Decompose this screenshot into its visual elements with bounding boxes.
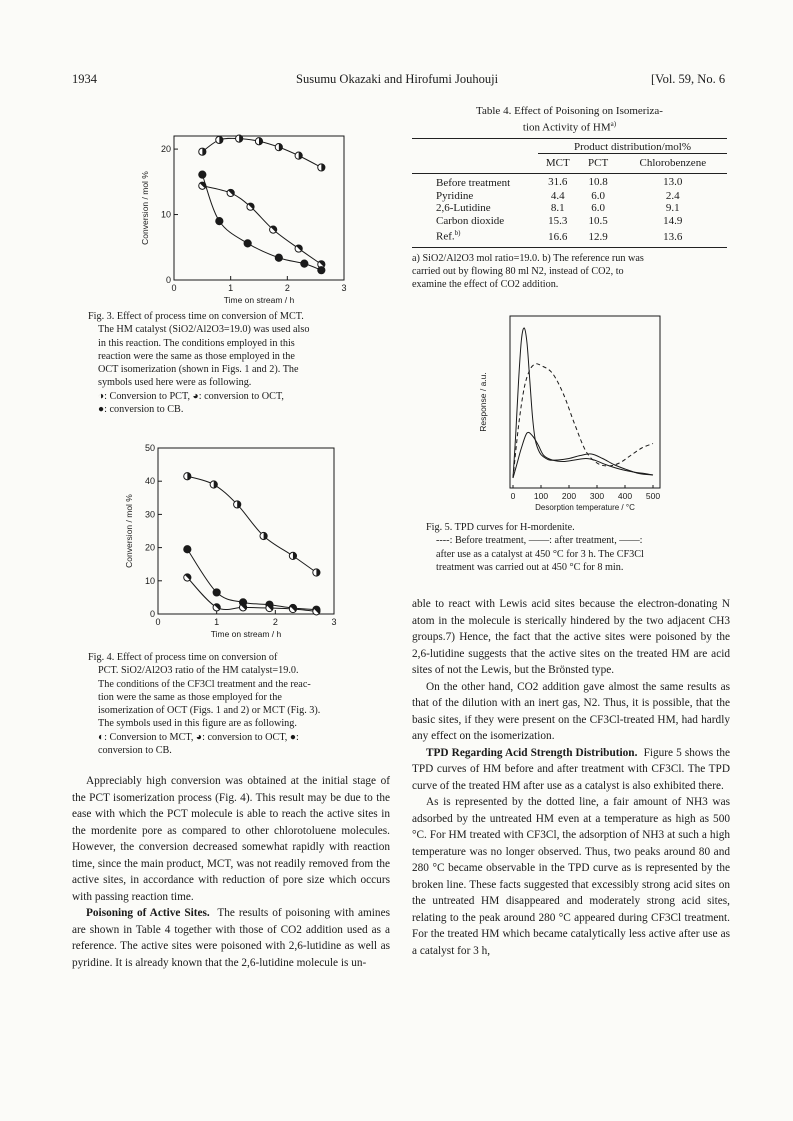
section-heading: Poisoning of Active Sites.	[86, 907, 210, 919]
table-col-header: PCT	[578, 154, 619, 174]
paragraph: On the other hand, CO2 addition gave almost the same results as that of the dilution with an inert gas, N2. Thus, it is possible, that the basic sites, if they were present on the CF3Cl-treated HM, had hardly any effect on the isomerization.	[412, 680, 730, 742]
caption-lead: Fig. 3. Effect of process time on conversion of MCT.	[88, 311, 304, 322]
data-point	[255, 138, 262, 145]
table-row: 2,6-Lutidine 8.1 6.0 9.1	[436, 202, 680, 215]
caption-line: after use as a catalyst at 450 °C for 3 h. The CF3Cl	[436, 548, 644, 560]
y-axis-label: Response / a.u.	[478, 372, 488, 432]
paragraph	[72, 905, 390, 971]
data-point	[199, 148, 206, 155]
figure-3-caption	[88, 310, 378, 416]
tpd-curve	[513, 328, 653, 478]
tpd-curve	[513, 364, 653, 478]
x-tick-label: 0	[155, 617, 161, 627]
data-point	[213, 604, 220, 611]
table-col-header: Chlorobenzene	[619, 154, 727, 174]
y-tick-label: 20	[144, 542, 155, 553]
caption-line: The conditions of the CF3Cl treatment and the reac-	[98, 678, 311, 690]
table-row: Carbon dioxide 15.3 10.5 14.9	[436, 214, 683, 227]
y-tick-label: 10	[160, 209, 171, 220]
table-col-header: MCT	[538, 154, 578, 174]
table-4	[412, 105, 727, 291]
plot-frame	[174, 136, 344, 280]
y-tick-label: 0	[149, 609, 155, 619]
table-row: Before treatment 31.6 10.8 13.0	[436, 175, 683, 190]
figure-5-chart	[474, 310, 674, 518]
figure-4-chart	[122, 438, 344, 644]
x-axis-label: Desorption temperature / °C	[535, 503, 635, 512]
page-number: 1934	[72, 72, 97, 86]
x-tick-label: 3	[331, 617, 337, 627]
y-tick-label: 10	[144, 575, 155, 586]
data-point	[313, 608, 320, 615]
figure-5-caption	[426, 521, 726, 574]
caption-line: ◑: Conversion to PCT, ◕: conversion to OCT,	[98, 390, 284, 402]
caption-line: The HM catalyst (SiO2/Al2O3=19.0) was used also	[98, 324, 310, 336]
data-point	[295, 152, 302, 159]
data-point	[236, 135, 243, 142]
x-tick-label: 400	[617, 491, 633, 501]
caption-line: OCT isomerization (shown in Figs. 1 and 2). The	[98, 364, 299, 376]
x-axis-label: Time on stream / h	[210, 629, 282, 639]
table-footnote: a) SiO2/Al2O3 mol ratio=19.0. b) The reference run was carried out by flowing 80 ml N2, instead of CO2, to examine the effect of CO2 addition.	[412, 252, 644, 290]
running-head-authors: Susumu Okazaki and Hirofumi Jouhouji	[296, 72, 499, 86]
y-tick-label: 30	[144, 509, 155, 520]
running-head-volume: [Vol. 59, No. 6	[651, 72, 726, 86]
table-row: Ref.$^{b)}$ 16.6 12.9 13.6	[412, 227, 727, 247]
x-tick-label: 0	[171, 283, 177, 293]
data-point	[295, 245, 302, 252]
table-title: Table 4. Effect of Poisoning on Isomeriza-	[476, 105, 663, 117]
data-point	[199, 171, 206, 178]
data-point	[216, 136, 223, 143]
data-point	[213, 589, 220, 596]
x-axis-label: Time on stream / h	[223, 295, 295, 305]
caption-line: treatment was carried out at 450 °C for 8 min.	[436, 561, 624, 573]
figure-4-caption	[88, 651, 378, 757]
data-point	[275, 144, 282, 151]
y-tick-label: 40	[144, 476, 155, 487]
data-point	[301, 260, 308, 267]
data-point	[270, 226, 277, 233]
caption-line: The symbols used in this figure are as following.	[98, 718, 297, 730]
data-point	[184, 546, 191, 553]
paragraph	[412, 745, 730, 795]
data-point	[216, 217, 223, 224]
caption-line: ----: Before treatment, ——: after treatment, ——:	[436, 535, 643, 547]
data-point	[244, 240, 251, 247]
data-point	[318, 164, 325, 171]
caption-lead: Fig. 4. Effect of process time on conversion of	[88, 652, 278, 663]
y-axis-label: Conversion / mol %	[140, 171, 150, 245]
data-point	[289, 605, 296, 612]
data-point	[275, 254, 282, 261]
table-title-cont: tion Activity of HM$^{a)}$	[522, 119, 617, 134]
paragraph: Appreciably high conversion was obtained at the initial stage of the PCT isomerization process (Fig. 4). This result may be due to the ease with which the PCT molecule is able to reach the active sites in the mordenite pore as compared to other chlorotoluene molecules. However, the conversion decreased somewhat rapidly with reaction time, since the main product, MCT, was not readily removed from the active sites, in accordance with reduction of pore size which occurs with passing reaction time.	[72, 775, 390, 903]
data-point	[239, 604, 246, 611]
y-tick-label: 0	[165, 275, 171, 285]
caption-line: symbols used here were as following.	[98, 377, 252, 389]
data-point	[210, 481, 217, 488]
data-point	[260, 532, 267, 539]
x-tick-label: 2	[284, 283, 290, 293]
x-tick-label: 500	[645, 491, 661, 501]
data-point	[313, 569, 320, 576]
data-point	[318, 267, 325, 274]
caption-lead: Fig. 5. TPD curves for H-mordenite.	[426, 522, 575, 533]
section-heading: TPD Regarding Acid Strength Distribution.	[426, 746, 638, 759]
x-tick-label: 1	[214, 617, 220, 627]
x-tick-label: 1	[228, 283, 234, 293]
plot-frame	[158, 448, 334, 614]
x-tick-label: 100	[533, 491, 549, 501]
caption-line: reaction were the same as those employed in the	[98, 350, 295, 362]
x-tick-label: 300	[589, 491, 605, 501]
series-line	[187, 577, 316, 611]
figure-3-chart	[138, 128, 353, 310]
data-point	[227, 189, 234, 196]
y-tick-label: 50	[144, 443, 155, 453]
caption-line: in this reaction. The conditions employed in this	[98, 337, 295, 349]
table-row: Pyridine 4.4 6.0 2.4	[436, 189, 680, 202]
caption-line: PCT. SiO2/Al2O3 ratio of the HM catalyst=19.0.	[98, 665, 299, 677]
paragraph: As is represented by the dotted line, a fair amount of NH3 was adsorbed by the untreated HM even at a temperature as high as 500 °C. For HM treated with CF3Cl, the adsorption of NH3 at such a high temperature was no longer observed. Thus, two peaks around 80 and 280 °C became observable in the TPD curve as is represented by the broken line. These facts suggested that excessibly strong acid sites on the untreated HM disappeared and moderately strong acid sites, relating to the peak around 280 °C appeared during CF3Cl treatment. For the treated HM which became catalytically less active after use as a catalyst for 3 h,	[412, 796, 730, 957]
series-line	[187, 476, 316, 572]
caption-line: conversion to CB.	[98, 745, 172, 757]
x-tick-label: 3	[341, 283, 347, 293]
paragraph: able to react with Lewis acid sites because the electron-donating N atom in the molecule is sterically hindered by the two adjacent CH3 groups.7) Hence, the fact that the active sites were poisoned by the 2,6-lutidine suggests that the active sites on the treated HM are acid sites of not the Lewis, but the Brönsted type.	[412, 598, 730, 676]
data-point	[184, 574, 191, 581]
y-axis-label: Conversion / mol %	[124, 494, 134, 568]
caption-line: ●: conversion to CB.	[98, 404, 184, 416]
x-tick-label: 0	[510, 491, 516, 501]
paragraph-body: The results of poisoning with amines are shown in Table 4 together with those of CO2 addition used as a reference. The active sites were poisoned with 2,6-lutidine as well as pyridine. It is already known that the 2,6-lutidine molecule is un-	[72, 907, 390, 969]
data-point	[266, 604, 273, 611]
right-column-text	[412, 596, 730, 959]
data-point	[184, 473, 191, 480]
left-column-text	[72, 773, 390, 971]
plot-frame	[510, 316, 660, 488]
x-tick-label: 2	[272, 617, 278, 627]
caption-line: tion were the same as those employed for the	[98, 691, 282, 703]
caption-line: isomerization of OCT (Figs. 1 and 2) or MCT (Fig. 3).	[98, 705, 321, 717]
caption-line: ◐: Conversion to MCT, ◕: conversion to OCT, ●:	[98, 731, 299, 743]
x-tick-label: 200	[561, 491, 577, 501]
y-tick-label: 20	[160, 144, 171, 155]
data-point	[247, 203, 254, 210]
paragraph-body: Figure 5 shows the TPD curves of HM before and after treatment with CF3Cl. The TPD curve of the treated HM after use as a catalyst is also exhibited there.	[412, 746, 731, 792]
data-point	[289, 552, 296, 559]
table-group-header: Product distribution/mol%	[538, 139, 727, 154]
data-point	[234, 501, 241, 508]
